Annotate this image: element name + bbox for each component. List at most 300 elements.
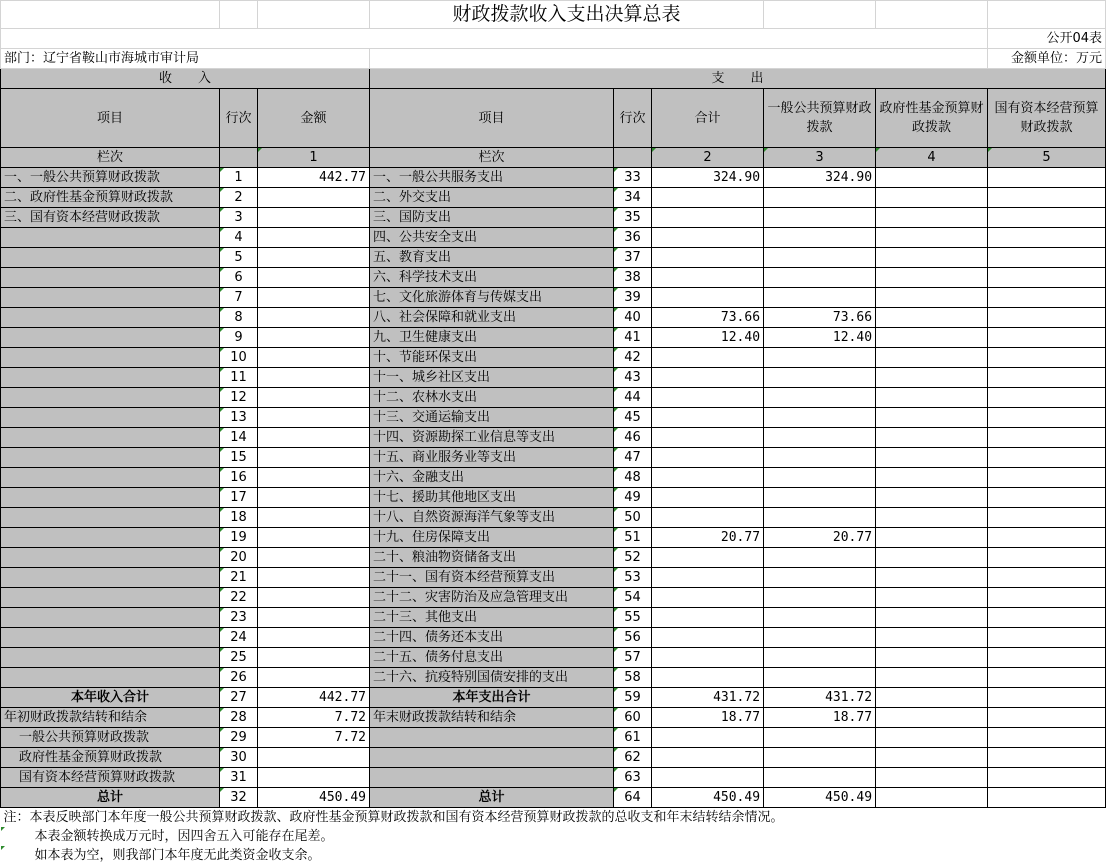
expense-item: 十三、交通运输支出	[370, 408, 614, 428]
income-item	[1, 508, 220, 528]
income-line: 7	[220, 288, 258, 308]
expense-soe	[988, 348, 1106, 368]
note-line: 本表金额转换成万元时，因四舍五入可能存在尾差。	[1, 827, 1106, 846]
income-amount	[258, 408, 370, 428]
expense-total	[652, 488, 764, 508]
expense-soe	[988, 448, 1106, 468]
carry-in-label: 年初财政拨款结转和结余	[1, 708, 220, 728]
expense-line: 39	[614, 288, 652, 308]
expense-header: 支 出	[370, 69, 1106, 89]
expense-fund	[876, 448, 988, 468]
carry-out-total: 18.77	[652, 708, 764, 728]
expense-line: 53	[614, 568, 652, 588]
expense-line: 49	[614, 488, 652, 508]
expense-general	[764, 228, 876, 248]
table-row	[1, 288, 1106, 308]
expense-total	[652, 408, 764, 428]
expense-total-label: 本年支出合计	[370, 688, 614, 708]
income-amount	[258, 648, 370, 668]
expense-line: 36	[614, 228, 652, 248]
table-row	[1, 768, 1106, 788]
expense-general	[764, 188, 876, 208]
expense-fund	[876, 368, 988, 388]
income-amount	[258, 628, 370, 648]
expense-general	[764, 608, 876, 628]
income-line: 23	[220, 608, 258, 628]
expense-line: 43	[614, 368, 652, 388]
grand-total-amount: 450.49	[258, 788, 370, 808]
expense-fund	[876, 348, 988, 368]
expense-line: 45	[614, 408, 652, 428]
expense-total	[652, 628, 764, 648]
income-amount	[258, 668, 370, 688]
income-amount	[258, 528, 370, 548]
expense-fund	[876, 408, 988, 428]
expense-line: 46	[614, 428, 652, 448]
grand-expense-label: 总计	[370, 788, 614, 808]
income-amount	[258, 268, 370, 288]
expense-fund	[876, 468, 988, 488]
income-line: 21	[220, 568, 258, 588]
income-line: 20	[220, 548, 258, 568]
expense-line: 57	[614, 648, 652, 668]
income-total-label: 本年收入合计	[1, 688, 220, 708]
table-row	[1, 528, 1106, 548]
expense-general	[764, 248, 876, 268]
expense-total	[652, 588, 764, 608]
expense-general: 12.40	[764, 328, 876, 348]
expense-fund	[876, 388, 988, 408]
expense-item: 一、一般公共服务支出	[370, 168, 614, 188]
expense-item: 十五、商业服务业等支出	[370, 448, 614, 468]
income-item	[1, 408, 220, 428]
expense-general	[764, 648, 876, 668]
expense-fund	[876, 628, 988, 648]
table-row	[1, 368, 1106, 388]
income-item	[1, 588, 220, 608]
expense-line: 62	[614, 748, 652, 768]
expense-line: 44	[614, 388, 652, 408]
expense-line: 33	[614, 168, 652, 188]
income-item	[1, 328, 220, 348]
expense-general	[764, 468, 876, 488]
table-row	[1, 608, 1106, 628]
expense-total: 73.66	[652, 308, 764, 328]
table-row	[1, 628, 1106, 648]
expense-fund	[876, 548, 988, 568]
income-line: 3	[220, 208, 258, 228]
expense-total-general: 431.72	[764, 688, 876, 708]
table-row	[1, 808, 1106, 828]
income-line: 25	[220, 648, 258, 668]
expense-fund	[876, 668, 988, 688]
expense-total	[652, 468, 764, 488]
table-row	[1, 308, 1106, 328]
table-row	[1, 348, 1106, 368]
expense-general	[764, 448, 876, 468]
expense-line: 47	[614, 448, 652, 468]
table-row	[1, 248, 1106, 268]
carry-sub-soe-label: 国有资本经营预算财政拨款	[1, 768, 220, 788]
expense-total	[652, 548, 764, 568]
carry-sub-soe-line: 31	[220, 768, 258, 788]
expense-item: 十六、金融支出	[370, 468, 614, 488]
expense-soe	[988, 388, 1106, 408]
expense-fund	[876, 288, 988, 308]
expense-soe	[988, 188, 1106, 208]
income-amount	[258, 188, 370, 208]
department-label: 部门：辽宁省鞍山市海城市审计局	[1, 49, 370, 69]
income-amount-header: 金额	[258, 89, 370, 148]
grand-total-line: 32	[220, 788, 258, 808]
expense-total	[652, 348, 764, 368]
table-row	[1, 188, 1106, 208]
col-1: 1	[258, 148, 370, 168]
carry-in-amount: 7.72	[258, 708, 370, 728]
expense-item: 二十四、债务还本支出	[370, 628, 614, 648]
expense-total-header: 合计	[652, 89, 764, 148]
expense-soe	[988, 668, 1106, 688]
expense-soe	[988, 168, 1106, 188]
grand-expense-general: 450.49	[764, 788, 876, 808]
table-row	[1, 168, 1106, 188]
expense-general	[764, 388, 876, 408]
carry-out-general: 18.77	[764, 708, 876, 728]
income-line: 5	[220, 248, 258, 268]
expense-total	[652, 668, 764, 688]
income-line: 4	[220, 228, 258, 248]
note-line: 注：本表反映部门本年度一般公共预算财政拨款、政府性基金预算财政拨款和国有资本经营预算财政拨款的总收支和年末结转结余情况。	[3, 810, 784, 825]
expense-total	[652, 208, 764, 228]
expense-soe	[988, 268, 1106, 288]
expense-line-header: 行次	[614, 89, 652, 148]
income-header: 收 入	[1, 69, 370, 89]
table-row	[1, 668, 1106, 688]
expense-item: 三、国防支出	[370, 208, 614, 228]
carry-out-label: 年末财政拨款结转和结余	[370, 708, 614, 728]
expense-total-sum: 431.72	[652, 688, 764, 708]
income-line: 1	[220, 168, 258, 188]
expense-fund	[876, 208, 988, 228]
expense-total	[652, 388, 764, 408]
expense-general: 73.66	[764, 308, 876, 328]
expense-item-header: 项目	[370, 89, 614, 148]
expense-soe	[988, 328, 1106, 348]
table-row	[1, 827, 1106, 846]
income-line: 9	[220, 328, 258, 348]
expense-item: 十四、资源勘探工业信息等支出	[370, 428, 614, 448]
income-amount	[258, 488, 370, 508]
income-amount	[258, 448, 370, 468]
table-row	[1, 728, 1106, 748]
income-item: 二、政府性基金预算财政拨款	[1, 188, 220, 208]
income-amount	[258, 228, 370, 248]
expense-line: 51	[614, 528, 652, 548]
expense-soe	[988, 208, 1106, 228]
income-amount	[258, 468, 370, 488]
expense-item: 十二、农林水支出	[370, 388, 614, 408]
expense-line: 37	[614, 248, 652, 268]
col-2: 2	[652, 148, 764, 168]
expense-line: 55	[614, 608, 652, 628]
table-row	[1, 208, 1106, 228]
income-line: 19	[220, 528, 258, 548]
income-item	[1, 388, 220, 408]
expense-fund	[876, 228, 988, 248]
expense-item: 二十六、抗疫特别国债安排的支出	[370, 668, 614, 688]
expense-soe	[988, 548, 1106, 568]
expense-general	[764, 628, 876, 648]
income-line: 22	[220, 588, 258, 608]
expense-general	[764, 668, 876, 688]
expense-item: 十九、住房保障支出	[370, 528, 614, 548]
income-amount	[258, 248, 370, 268]
expense-fund	[876, 528, 988, 548]
income-amount	[258, 328, 370, 348]
table-row	[1, 688, 1106, 708]
page-title: 财政拨款收入支出决算总表	[370, 1, 764, 29]
expense-line: 56	[614, 628, 652, 648]
expense-soe	[988, 528, 1106, 548]
table-row	[1, 508, 1106, 528]
expense-general	[764, 348, 876, 368]
expense-fund	[876, 268, 988, 288]
expense-general: 20.77	[764, 528, 876, 548]
expense-soe	[988, 488, 1106, 508]
expense-total: 324.90	[652, 168, 764, 188]
expense-line: 50	[614, 508, 652, 528]
table-row	[1, 388, 1106, 408]
income-item	[1, 528, 220, 548]
income-item	[1, 308, 220, 328]
income-item-header: 项目	[1, 89, 220, 148]
income-line: 15	[220, 448, 258, 468]
expense-fund	[876, 248, 988, 268]
expense-item: 二、外交支出	[370, 188, 614, 208]
table-row	[1, 548, 1106, 568]
table-row	[1, 708, 1106, 728]
expense-soe	[988, 568, 1106, 588]
table-row	[1, 228, 1106, 248]
income-item	[1, 608, 220, 628]
expense-total	[652, 288, 764, 308]
col-label-expense: 栏次	[370, 148, 614, 168]
expense-line: 58	[614, 668, 652, 688]
expense-fund	[876, 328, 988, 348]
income-item	[1, 248, 220, 268]
expense-general-header: 一般公共预算财政拨款	[764, 89, 876, 148]
income-item	[1, 668, 220, 688]
expense-total-line: 59	[614, 688, 652, 708]
expense-item: 八、社会保障和就业支出	[370, 308, 614, 328]
income-amount	[258, 308, 370, 328]
expense-fund	[876, 608, 988, 628]
expense-fund	[876, 648, 988, 668]
carry-sub-general-amount: 7.72	[258, 728, 370, 748]
income-amount: 442.77	[258, 168, 370, 188]
income-total-line: 27	[220, 688, 258, 708]
form-number: 公开04表	[988, 29, 1106, 49]
expense-soe	[988, 588, 1106, 608]
expense-item: 十八、自然资源海洋气象等支出	[370, 508, 614, 528]
income-item	[1, 628, 220, 648]
expense-general	[764, 508, 876, 528]
carry-sub-general-line: 29	[220, 728, 258, 748]
income-item: 三、国有资本经营财政拨款	[1, 208, 220, 228]
carry-in-line: 28	[220, 708, 258, 728]
income-line: 26	[220, 668, 258, 688]
income-line: 17	[220, 488, 258, 508]
expense-fund	[876, 588, 988, 608]
expense-general	[764, 568, 876, 588]
expense-line: 54	[614, 588, 652, 608]
expense-item: 十一、城乡社区支出	[370, 368, 614, 388]
expense-fund	[876, 488, 988, 508]
expense-line: 34	[614, 188, 652, 208]
income-line: 2	[220, 188, 258, 208]
income-item	[1, 348, 220, 368]
income-item	[1, 548, 220, 568]
col-5: 5	[988, 148, 1106, 168]
income-item	[1, 368, 220, 388]
income-amount	[258, 508, 370, 528]
income-item	[1, 568, 220, 588]
table-row	[1, 448, 1106, 468]
income-amount	[258, 208, 370, 228]
table-row	[1, 328, 1106, 348]
table-row	[1, 428, 1106, 448]
expense-general	[764, 368, 876, 388]
expense-line: 38	[614, 268, 652, 288]
carry-sub-fund-label: 政府性基金预算财政拨款	[1, 748, 220, 768]
expense-item: 十、节能环保支出	[370, 348, 614, 368]
expense-soe	[988, 288, 1106, 308]
income-line: 6	[220, 268, 258, 288]
table-row	[1, 568, 1106, 588]
income-line: 13	[220, 408, 258, 428]
expense-total	[652, 608, 764, 628]
expense-general	[764, 488, 876, 508]
expense-total	[652, 568, 764, 588]
expense-total: 20.77	[652, 528, 764, 548]
expense-line: 40	[614, 308, 652, 328]
expense-item: 九、卫生健康支出	[370, 328, 614, 348]
expense-total	[652, 508, 764, 528]
table-row	[1, 408, 1106, 428]
unit-label: 金额单位：万元	[988, 49, 1106, 69]
income-amount	[258, 608, 370, 628]
expense-soe	[988, 468, 1106, 488]
expense-line: 42	[614, 348, 652, 368]
expense-total	[652, 368, 764, 388]
expense-soe	[988, 428, 1106, 448]
table-row	[1, 648, 1106, 668]
expense-soe	[988, 608, 1106, 628]
expense-item: 七、文化旅游体育与传媒支出	[370, 288, 614, 308]
income-item	[1, 428, 220, 448]
expense-line: 48	[614, 468, 652, 488]
income-line: 12	[220, 388, 258, 408]
income-amount	[258, 288, 370, 308]
expense-fund	[876, 508, 988, 528]
income-line: 10	[220, 348, 258, 368]
income-item: 一、一般公共预算财政拨款	[1, 168, 220, 188]
expense-fund	[876, 308, 988, 328]
income-item	[1, 448, 220, 468]
expense-fund	[876, 428, 988, 448]
expense-fund-header: 政府性基金预算财政拨款	[876, 89, 988, 148]
expense-general: 324.90	[764, 168, 876, 188]
expense-item: 二十五、债务付息支出	[370, 648, 614, 668]
grand-expense-line: 64	[614, 788, 652, 808]
income-item	[1, 268, 220, 288]
note-line: 如本表为空，则我部门本年度无此类资金收支余。	[1, 846, 1106, 865]
income-line: 8	[220, 308, 258, 328]
expense-fund	[876, 168, 988, 188]
expense-line: 52	[614, 548, 652, 568]
grand-expense-total: 450.49	[652, 788, 764, 808]
expense-total	[652, 188, 764, 208]
expense-line: 35	[614, 208, 652, 228]
expense-item: 四、公共安全支出	[370, 228, 614, 248]
income-amount	[258, 568, 370, 588]
expense-soe	[988, 368, 1106, 388]
expense-total: 12.40	[652, 328, 764, 348]
income-amount	[258, 428, 370, 448]
expense-general	[764, 208, 876, 228]
expense-total	[652, 428, 764, 448]
expense-total	[652, 268, 764, 288]
expense-item: 二十、粮油物资储备支出	[370, 548, 614, 568]
expense-fund	[876, 568, 988, 588]
table-row	[1, 488, 1106, 508]
table-row	[1, 588, 1106, 608]
expense-soe	[988, 628, 1106, 648]
expense-item: 五、教育支出	[370, 248, 614, 268]
income-item	[1, 288, 220, 308]
table-row	[1, 748, 1106, 768]
table-row	[1, 788, 1106, 808]
income-line-header: 行次	[220, 89, 258, 148]
expense-soe	[988, 408, 1106, 428]
income-amount	[258, 548, 370, 568]
expense-general	[764, 408, 876, 428]
expense-line: 61	[614, 728, 652, 748]
income-line: 24	[220, 628, 258, 648]
expense-general	[764, 588, 876, 608]
income-amount	[258, 388, 370, 408]
carry-out-line: 60	[614, 708, 652, 728]
expense-line: 63	[614, 768, 652, 788]
expense-soe	[988, 648, 1106, 668]
income-line: 14	[220, 428, 258, 448]
income-item	[1, 228, 220, 248]
expense-soe-header: 国有资本经营预算财政拨款	[988, 89, 1106, 148]
income-total-amount: 442.77	[258, 688, 370, 708]
expense-general	[764, 548, 876, 568]
expense-item: 二十二、灾害防治及应急管理支出	[370, 588, 614, 608]
table-row	[1, 468, 1106, 488]
income-line: 18	[220, 508, 258, 528]
col-label-income: 栏次	[1, 148, 220, 168]
income-amount	[258, 348, 370, 368]
income-line: 11	[220, 368, 258, 388]
expense-item: 六、科学技术支出	[370, 268, 614, 288]
carry-sub-fund-line: 30	[220, 748, 258, 768]
expense-item: 二十一、国有资本经营预算支出	[370, 568, 614, 588]
expense-general	[764, 268, 876, 288]
expense-general	[764, 428, 876, 448]
